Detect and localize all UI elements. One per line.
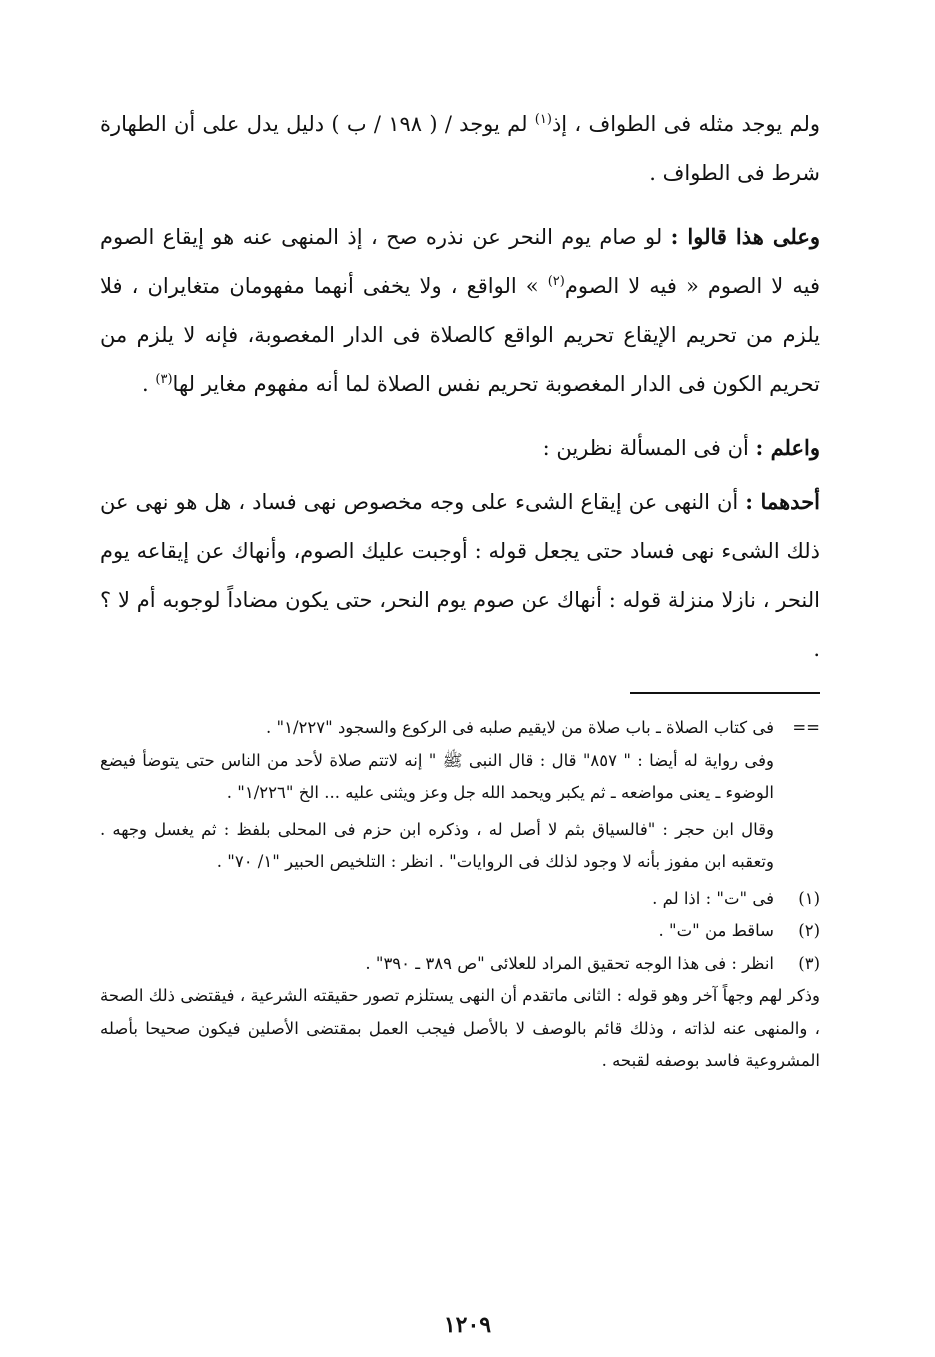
footnote-continuation <box>100 712 820 810</box>
paragraph-4 <box>100 477 820 674</box>
footnote-2 <box>100 915 820 948</box>
footnote-text: وقال ابن حجر : "فالسياق بثم لا أصل له ، وذكره ابن حزم فى المحلى بلفظ : ثم يغسل وجهه . وتعقبه ابن مفوز بأنه لا وجود لذلك فى الروايات" . انظر : التلخيص الحبير "١/ ٧٠" . <box>100 819 774 871</box>
paragraph-3 <box>100 423 820 473</box>
paragraph-lead: واعلم : <box>755 435 820 460</box>
footnote-text: انظر : فى هذا الوجه تحقيق المراد للعلائى "ص ٣٨٩ ـ ٣٩٠" . <box>365 953 774 973</box>
page-body <box>100 100 820 1078</box>
continuation-mark: == <box>792 718 820 737</box>
footnote-text: فى كتاب الصلاة ـ باب صلاة من لايقيم صلبه فى الركوع والسجود "١/٢٢٧" . <box>266 718 774 737</box>
paragraph-2 <box>100 212 820 409</box>
footnote-number: (٢) <box>798 921 820 940</box>
footnote-text: وفى رواية له أيضا : " ٨٥٧" قال : قال النبى ﷺ " إنه لاتتم صلاة لأحد من الناس حتى يتوضأ فيضع الوضوء ـ يعنى مواضعه ـ ثم يكبر ويحمد الله جل وعز ويثنى عليه ... الخ "١/٢٢٦" . <box>100 750 774 802</box>
text-span: أن فى المسألة نظرين : <box>542 436 756 460</box>
footnote-divider <box>630 692 820 694</box>
footnotes <box>100 712 820 1078</box>
footnote-number: (٣) <box>798 953 820 973</box>
paragraph-lead: وعلى هذا قالوا : <box>670 224 820 249</box>
text-span: . <box>142 372 156 396</box>
footnote-continuation <box>100 814 820 879</box>
paragraph-1 <box>100 100 820 198</box>
text-span: لم يوجد / ( ١٩٨ / ب ) دليل يدل على أن الطهارة شرط فى الطواف . <box>100 112 820 185</box>
text-span: لو صام يوم النحر عن نذره صح ، إذ المنهى عنه هو إيقاع الصوم فيه لا الصوم « فيه لا الصوم <box>100 225 820 298</box>
footnote-ref-1: (١) <box>534 112 552 127</box>
footnote-text: ساقط من "ت" . <box>658 921 774 940</box>
text-span: ولم يوجد مثله فى الطواف ، إذ <box>551 112 820 136</box>
page-number: ١٢٠٩ <box>443 1312 492 1338</box>
text-span: أن النهى عن إيقاع الشىء على وجه مخصوص نهى فساد ، هل هو نهى عن ذلك الشىء نهى فساد حتى يجعل قوله : أوجبت عليك الصوم، وأنهاك عن إيقاعه يوم النحر ، نازلا منزلة قوله : أنهاك عن صوم يوم النحر، حتى يكون مضاداً لوجوبه أم لا ؟ . <box>100 490 820 661</box>
footnote-1 <box>100 883 820 916</box>
paragraph-lead: أحدهما : <box>745 489 821 514</box>
footnote-ref-3: (٣) <box>155 372 173 387</box>
footnote-3 <box>100 948 820 981</box>
footnote-text: فى "ت" : اذا لم . <box>652 888 774 908</box>
footnote-number: (١) <box>798 888 820 908</box>
main-text <box>100 100 820 674</box>
footnote-3-continuation: وذكر لهم وجهاً آخر وهو قوله : الثانى ماتقدم أن النهى يستلزم تصور حقيقته الشرعية ، فيقتضى ذلك الصحة ، والمنهى عنه لذاته ، وذلك قائم بالوصف لا بالأصل فيجب العمل بمقتضى الأصلين فيكون صحيحا بأصله المشروعية فاسد بوصفه لقبحه . <box>100 986 820 1070</box>
footnote-ref-2: (٢) <box>547 274 565 289</box>
text-span: » الواقع ، ولا يخفى أنهما مفهومان متغايران ، فلا يلزم من تحريم الإيقاع تحريم الواقع كالصلاة فى الدار المغصوبة، فإنه لا يلزم من تحريم الكون فى الدار المغصوبة تحريم نفس الصلاة لما أنه مفهوم مغاير لها <box>100 274 820 396</box>
